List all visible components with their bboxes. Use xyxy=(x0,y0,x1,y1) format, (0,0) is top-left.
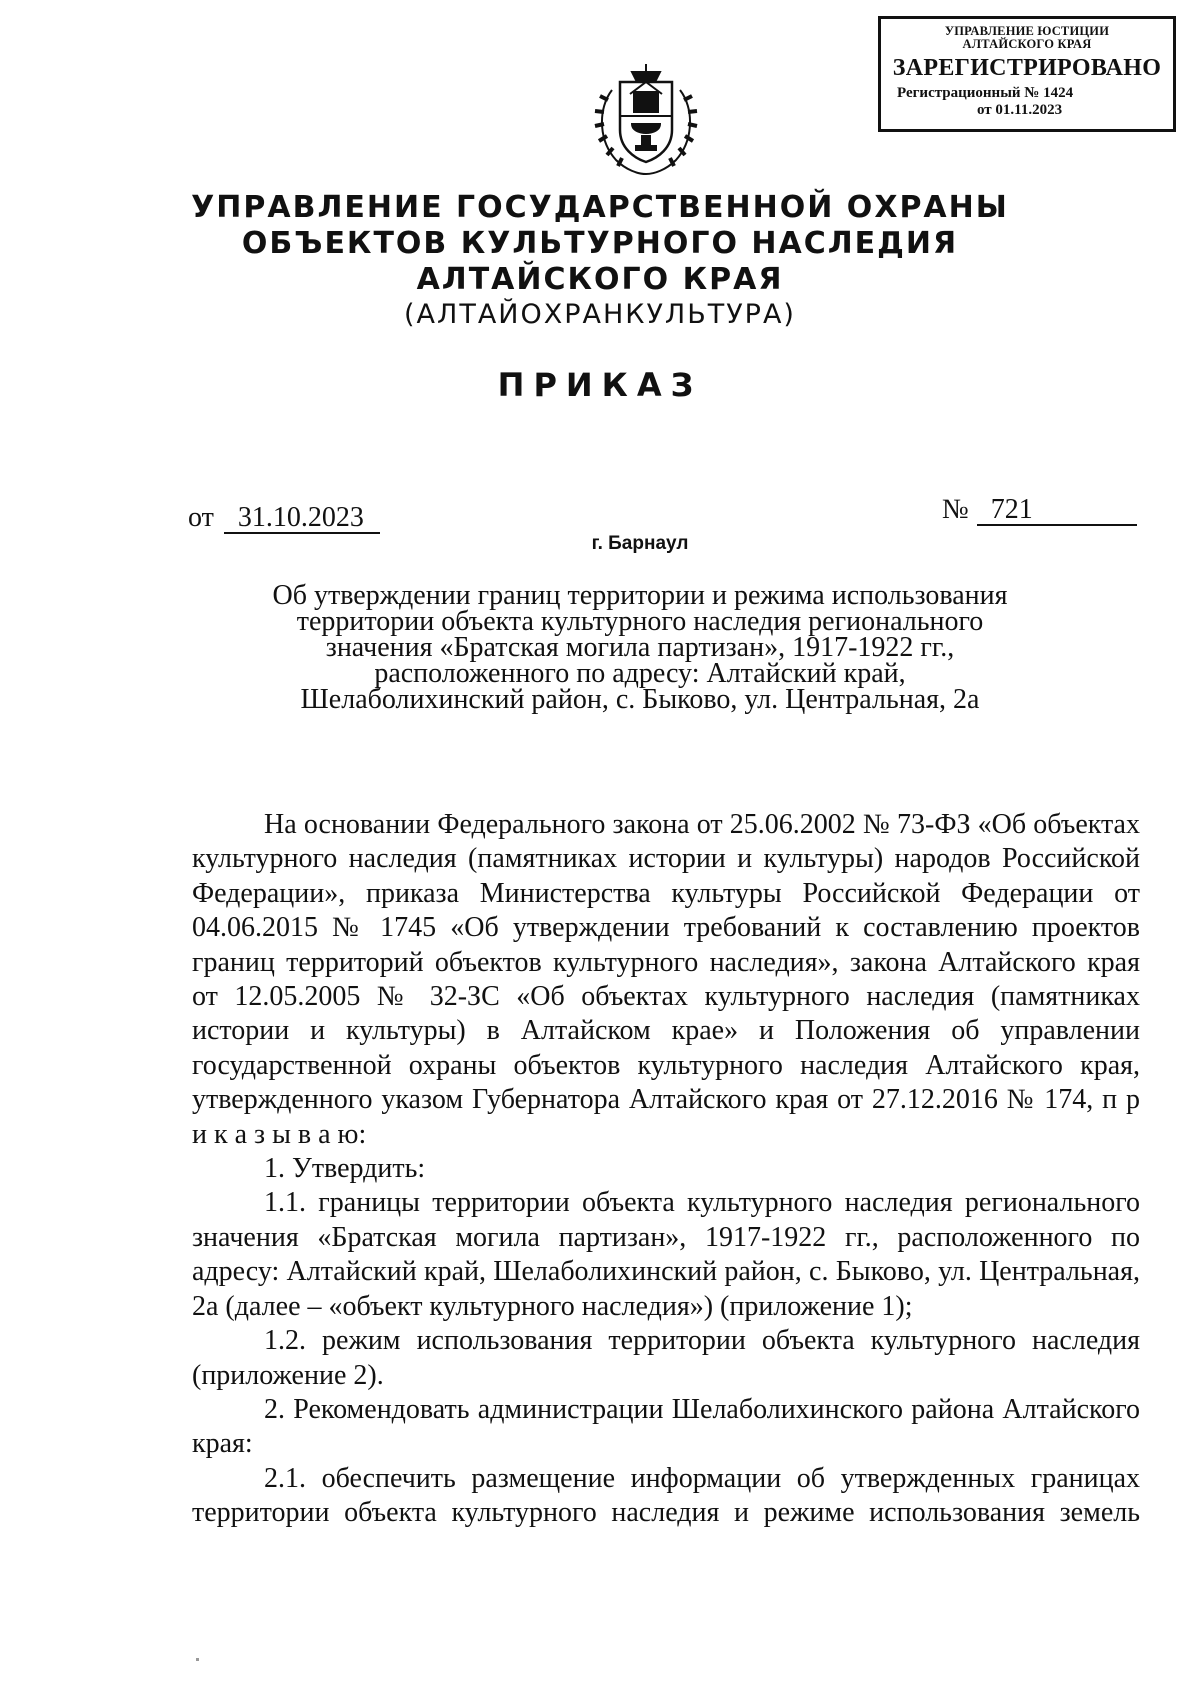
order-body xyxy=(192,808,1140,1531)
item-1-1: 1.1. границы территории объекта культурного наследия регионального значения «Братская могила партизан», 1917-1922 гг., расположенного по адресу: Алтайский край, Шелаболихинский район, с. Быково, ул. Центральная, 2а (далее – «объект культурного наследия») (приложение 1); xyxy=(192,1187,1140,1322)
item-1: 1. Утвердить: xyxy=(264,1153,426,1185)
subject-line5: Шелаболихинский район, с. Быково, ул. Центральная, 2а xyxy=(300,684,980,715)
order-date xyxy=(188,502,380,534)
document-type-title: ПРИКАЗ xyxy=(497,366,703,404)
item-1-2: 1.2. режим использования территории объекта культурного наследия (приложение 2). xyxy=(192,1325,1140,1391)
item-2: 2. Рекомендовать администрации Шелаболихинского района Алтайского края: xyxy=(192,1393,1140,1460)
city: г. Барнаул xyxy=(591,533,689,554)
stamp-line2: АЛТАЙСКОГО КРАЯ xyxy=(962,37,1092,51)
stamp-status: ЗАРЕГИСТРИРОВАНО xyxy=(892,55,1162,81)
coat-of-arms-icon xyxy=(592,60,700,178)
order-subject xyxy=(240,580,1040,715)
agency-header xyxy=(140,190,1060,332)
scan-speck xyxy=(196,1658,199,1661)
preamble-text: На основании Федерального закона от 25.06.2002 № 73-ФЗ «Об объектах культурного наследия (памятниках истории и культуры) народов Российской Федерации», приказа Министерства культуры Российской Федерации от 04.06.2015 № 1745 «Об утверждении требований к составлению проектов границ территорий объектов культурного наследия», закона Алтайского края от 12.05.2005 № 32-ЗС «Об объектах культурного наследия (памятниках истории и культуры) в Алтайском крае» и Положения об управлении государственной охраны объектов культурного наследия Алтайского края, утвержденного указом Губернатора Алтайского края от 27.12.2016 № 174, xyxy=(192,809,1140,1116)
number-value: 721 xyxy=(977,496,1137,526)
item-2-1: 2.1. обеспечить размещение информации об утвержденных границах территории объекта культурного наследия и режиме использования земель xyxy=(192,1462,1140,1529)
stamp-reg-date: от 01.11.2023 xyxy=(977,102,1063,118)
agency-name-line2: ОБЪЕКТОВ КУЛЬТУРНОГО НАСЛЕДИЯ xyxy=(241,226,959,261)
stamp-line1: УПРАВЛЕНИЕ ЮСТИЦИИ xyxy=(944,24,1110,38)
subject-line1: Об утверждении границ территории и режима использования xyxy=(272,580,1008,611)
registration-stamp xyxy=(878,16,1176,132)
order-number xyxy=(942,494,1137,526)
agency-abbreviation: (АЛТАЙОХРАНКУЛЬТУРА) xyxy=(404,299,796,330)
subject-line4: расположенного по адресу: Алтайский край, xyxy=(374,658,906,689)
subject-line3: значения «Братская могила партизан», 1917-1922 гг., xyxy=(325,632,955,663)
date-value: 31.10.2023 xyxy=(224,504,380,534)
date-prefix: от xyxy=(188,502,214,533)
preamble-paragraph xyxy=(192,808,1140,1152)
agency-name-line1: УПРАВЛЕНИЕ ГОСУДАРСТВЕННОЙ ОХРАНЫ xyxy=(191,190,1009,225)
order-word: п р и к а з ы в а ю: xyxy=(192,1084,1141,1150)
stamp-department xyxy=(881,25,1173,51)
number-prefix: № xyxy=(942,494,969,525)
subject-line2: территории объекта культурного наследия регионального xyxy=(296,606,984,637)
agency-name-line3: АЛТАЙСКОГО КРАЯ xyxy=(416,262,784,297)
stamp-reg-number: Регистрационный № 1424 xyxy=(897,85,1074,101)
